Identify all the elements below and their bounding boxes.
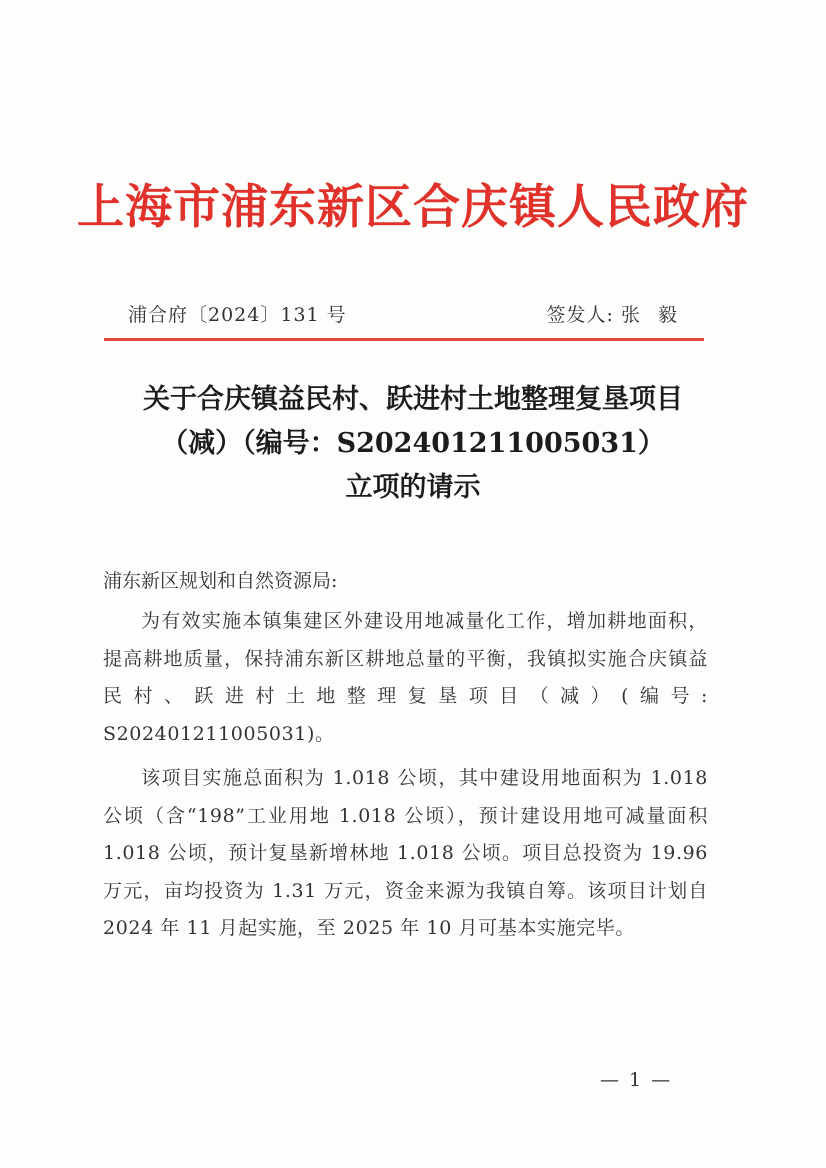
signer xyxy=(547,300,684,330)
document-subject xyxy=(0,378,826,510)
signer-label: 签发人: xyxy=(546,304,614,326)
subject-line-2: （减）（编号：S202401211005031） xyxy=(161,428,665,459)
issuer-header: 上海市浦东新区合庆镇人民政府 xyxy=(77,180,749,235)
subject-line-1: 关于合庆镇益民村、跃进村土地整理复垦项目 xyxy=(143,384,683,415)
document-body xyxy=(103,603,708,948)
body-paragraph-2: 该项目实施总面积为 1.018 公顷，其中建设用地面积为 1.018 公顷（含“198”工业用地 1.018 公顷），预计建设用地可减量面积 1.018 公顷，预计复垦新增林地 1.018 公顷。项目总投资为 19.96 万元，亩均投资为 1.31 万元，资金来源为我镇自筹。该项目计划自 2024 年 11 月起实施，至 2025 年 10 月可基本实施完毕。 xyxy=(103,767,708,939)
page-number: — 1 — xyxy=(600,1069,673,1091)
subject-line-3: 立项的请示 xyxy=(345,472,481,503)
body-paragraph-1: 为有效实施本镇集建区外建设用地减量化工作，增加耕地面积，提高耕地质量，保持浦东新区耕地总量的平衡，我镇拟实施合庆镇益民村、跃进村土地整理复垦项目（减）(编号: S202401211005031)。 xyxy=(103,610,708,745)
document-number: 浦合府〔2024〕131 号 xyxy=(128,304,347,326)
document-meta xyxy=(128,300,683,330)
addressee: 浦东新区规划和自然资源局: xyxy=(103,570,338,592)
signer-name: 张 毅 xyxy=(620,304,683,326)
red-divider-line xyxy=(104,338,704,341)
